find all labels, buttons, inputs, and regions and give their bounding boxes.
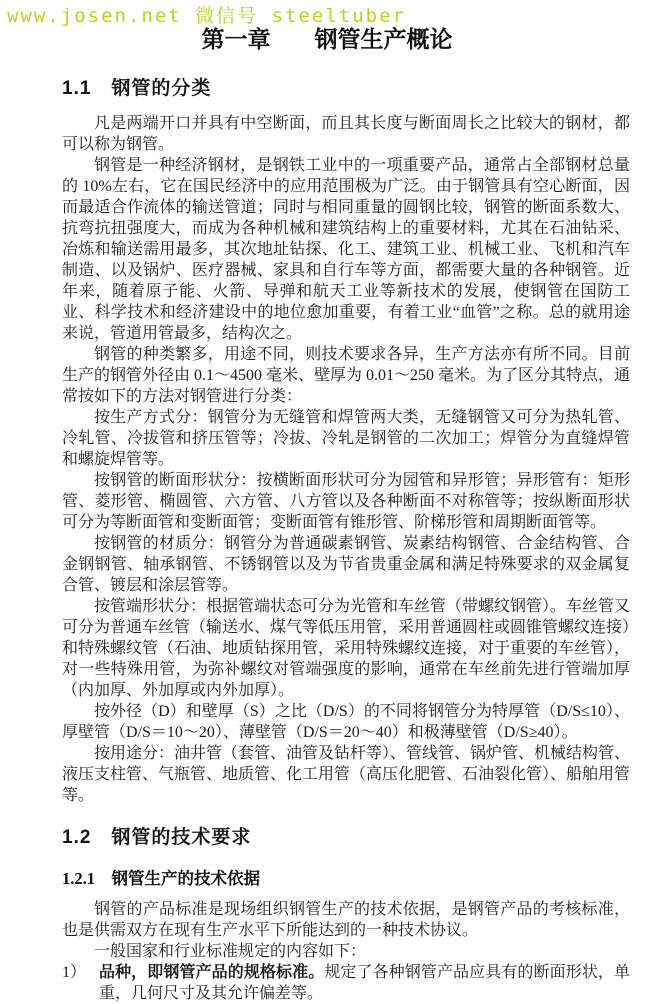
paragraph-by-diameter-thickness-ratio: 按外径（D）和壁厚（S）之比（D/S）的不同将钢管分为特厚管（D/S≤10）、厚壁管（D/S＝10～20）、薄壁管（D/S＝20～40）和极薄壁管（D/S≥40）。 [62, 703, 630, 741]
paragraph-by-cross-section: 按钢管的断面形状分：按横断面形状可分为园管和异形管；异形管有：矩形管、菱形管、椭圆管、六方管、八方管以及各种断面不对称管等；按纵断面形状可分为等断面管和变断面管；变断面管有锥形管、阶梯形管和周期断面管等。 [62, 472, 630, 531]
paragraph-by-material: 按钢管的材质分：钢管分为普通碳素钢管、炭素结构钢管、合金结构管、合金钢钢管、轴承钢管、不锈钢管以及为节省贵重金属和满足特殊要求的双金属复合管、镀层和涂层管等。 [62, 535, 630, 594]
subsection-heading-1-2-1: 1.2.1 钢管生产的技术依据 [62, 869, 260, 888]
paragraph-standard-basis: 钢管的产品标准是现场组织钢管生产的技术依据，是钢管产品的考核标准，也是供需双方在现有生产水平下所能达到的一种技术协议。 [62, 901, 630, 939]
chapter-title-text: 钢管生产概论 [314, 26, 453, 52]
paragraph-by-pipe-end: 按管端形状分：根据管端状态可分为光管和车丝管（带螺纹钢管）。车丝管又可分为普通车丝管（输送水、煤气等低压用管，采用普通圆柱或圆锥管螺纹连接）和特殊螺纹管（石油、地质钻探用管，采用特殊螺纹连接，对于重要的车丝管），对一些特殊用管，为弥补螺纹对管端强度的影响，通常在车丝前先进行管端加厚（内加厚、外加厚或内外加厚）。 [62, 598, 631, 699]
section-heading-1-2: 1.2 钢管的技术要求 [62, 827, 252, 848]
document-body [0, 76, 654, 1004]
chapter-number: 第一章 [201, 26, 271, 52]
list-item-1-bold-lead: 品种，即钢管产品的规格标准。 [99, 964, 325, 981]
paragraph-by-production-method: 按生产方式分：钢管分为无缝管和焊管两大类，无缝钢管又可分为热轧管、冷轧管、冷拔管和挤压管等；冷拔、冷轧是钢管的二次加工；焊管分为直缝焊管和螺旋焊管等。 [62, 409, 630, 468]
watermark-text: www.josen.net 微信号 steeltuber [7, 5, 406, 27]
paragraph-definition: 凡是两端开口并具有中空断面，而且其长度与断面周长之比较大的钢材，都可以称为钢管。 [62, 115, 630, 153]
paragraph-variety-intro: 钢管的种类繁多，用途不同，则技术要求各异，生产方法亦有所不同。目前生产的钢管外径由 0.1～4500 毫米、壁厚为 0.01～250 毫米。为了区分其特点，通常按如下的方法对钢管进行分类： [62, 346, 631, 405]
paragraph-by-usage: 按用途分：油井管（套管、油管及钻杆等）、管线管、锅炉管、机械结构管、液压支柱管、气瓶管、地质管、化工用管（高压化肥管、石油裂化管）、船舶用管等。 [62, 745, 631, 804]
list-item-1 [62, 962, 630, 1004]
section-heading-1-1: 1.1 钢管的分类 [62, 78, 212, 99]
list-item-1-text: 规定了各种钢管产品应具有的断面形状，单重，几何尺寸及其允许偏差等。 [99, 964, 630, 1002]
paragraph-economic-overview: 钢管是一种经济钢材，是钢铁工业中的一项重要产品，通常占全部钢材总量的 10%左右，它在国民经济中的应用范围极为广泛。由于钢管具有空心断面，因而最适合作流体的输送管道；同时与相同重量的圆钢比较，钢管的断面系数大、抗弯抗扭强度大，而成为各种机械和建筑结构上的重要材料，尤其在石油钻采、冶炼和输送需用最多，其次地址钻探、化工、建筑工业、机械工业、飞机和汽车制造、以及锅炉、医疗器械、家具和自行车等方面，都需要大量的各种钢管。近年来，随着原子能、火箭、导弹和航天工业等新技术的发展，使钢管在国防工业、科学技术和经济建设中的地位愈加重要，有着工业“血管”之称。总的就用途来说，管道用管最多，结构次之。 [62, 157, 630, 342]
paragraph-standards-content-intro: 一般国家和行业标准规定的内容如下： [94, 943, 367, 960]
list-item-1-marker: 1） [62, 964, 87, 981]
